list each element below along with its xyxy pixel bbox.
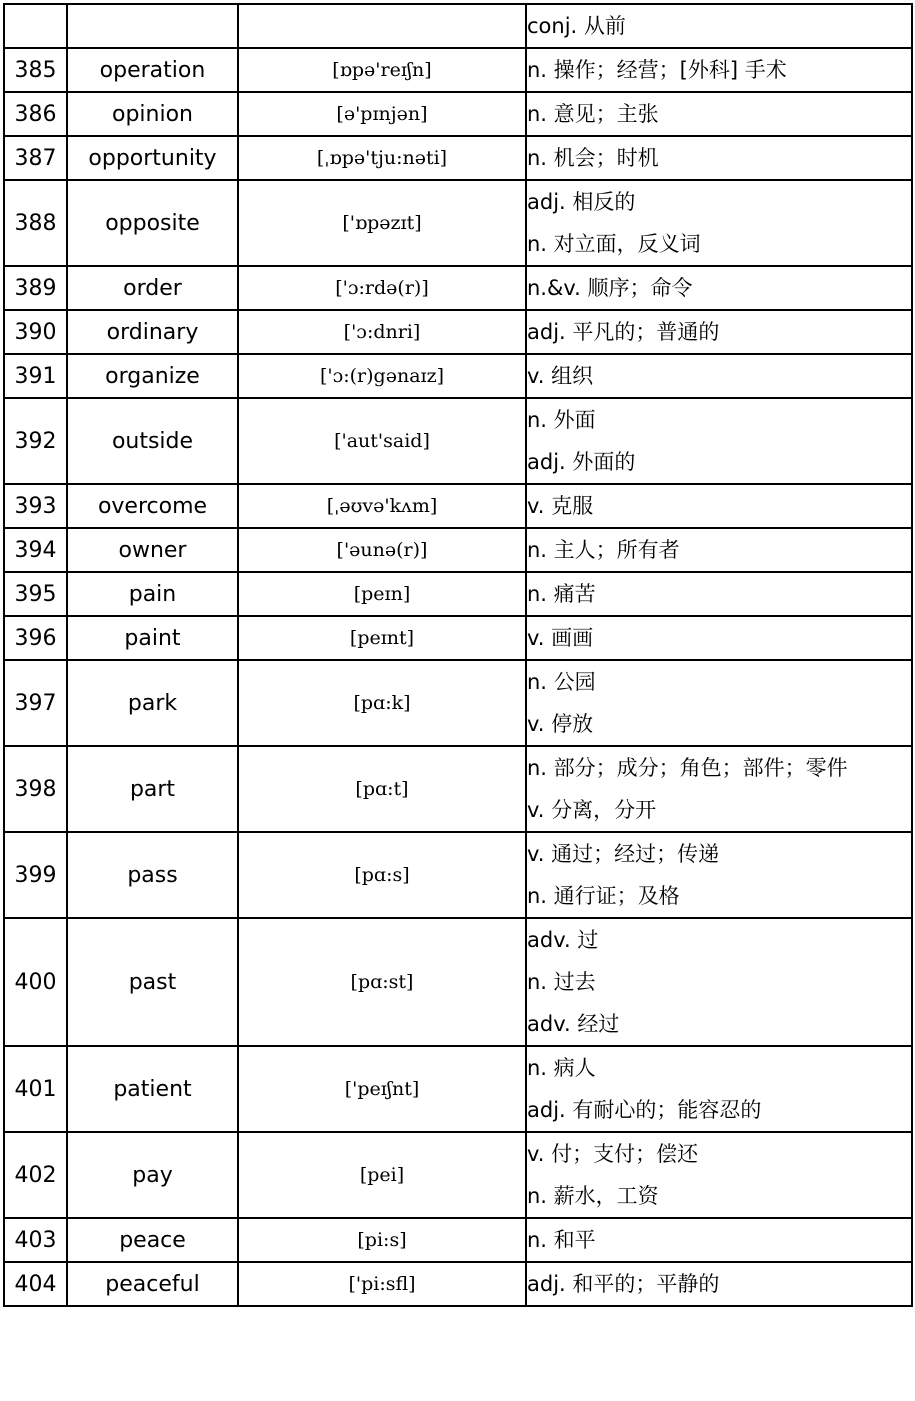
entry-phonetic: ['ɒpəzɪt] xyxy=(238,180,526,266)
definition-line: adj. 和平的；平静的 xyxy=(527,1272,720,1296)
entry-definitions xyxy=(526,310,912,354)
definition-line: v. 组织 xyxy=(527,364,594,388)
table-row xyxy=(4,528,912,572)
entry-word: part xyxy=(67,746,238,832)
table-row xyxy=(4,48,912,92)
table-row xyxy=(4,136,912,180)
entry-number: 386 xyxy=(4,92,67,136)
entry-number: 397 xyxy=(4,660,67,746)
entry-number: 391 xyxy=(4,354,67,398)
entry-phonetic: ['ɔ:dnri] xyxy=(238,310,526,354)
table-row xyxy=(4,310,912,354)
entry-word: past xyxy=(67,918,238,1046)
definition-line: adj. 有耐心的；能容忍的 xyxy=(527,1098,762,1122)
entry-definitions xyxy=(526,48,912,92)
entry-word: owner xyxy=(67,528,238,572)
entry-number: 390 xyxy=(4,310,67,354)
table-row xyxy=(4,832,912,918)
entry-phonetic: [ɒpə'reɪʃn] xyxy=(238,48,526,92)
vocabulary-table xyxy=(3,3,913,1307)
entry-definitions xyxy=(526,4,912,48)
entry-number: 387 xyxy=(4,136,67,180)
definition-line: adj. 相反的 xyxy=(527,190,636,214)
entry-phonetic: ['peɪʃnt] xyxy=(238,1046,526,1132)
entry-word: opinion xyxy=(67,92,238,136)
definition-line: n. 操作；经营；[外科] 手术 xyxy=(527,58,787,82)
entry-phonetic: [pɑ:k] xyxy=(238,660,526,746)
entry-definitions xyxy=(526,1132,912,1218)
entry-number: 393 xyxy=(4,484,67,528)
table-row xyxy=(4,1262,912,1306)
entry-definitions xyxy=(526,616,912,660)
entry-word: opportunity xyxy=(67,136,238,180)
definition-line: adv. 过 xyxy=(527,928,599,952)
entry-word: outside xyxy=(67,398,238,484)
definition-line: n. 和平 xyxy=(527,1228,596,1252)
entry-word: peaceful xyxy=(67,1262,238,1306)
entry-phonetic: [pi:s] xyxy=(238,1218,526,1262)
table-row xyxy=(4,918,912,1046)
table-row xyxy=(4,92,912,136)
entry-definitions xyxy=(526,1046,912,1132)
entry-number: 394 xyxy=(4,528,67,572)
entry-word: pay xyxy=(67,1132,238,1218)
entry-definitions xyxy=(526,1218,912,1262)
entry-definitions xyxy=(526,528,912,572)
entry-number: 404 xyxy=(4,1262,67,1306)
definition-line: adj. 外面的 xyxy=(527,450,636,474)
entry-phonetic: [ə'pɪnjən] xyxy=(238,92,526,136)
entry-definitions xyxy=(526,572,912,616)
entry-phonetic: [pei] xyxy=(238,1132,526,1218)
entry-phonetic: ['əunə(r)] xyxy=(238,528,526,572)
definition-line: n.&v. 顺序；命令 xyxy=(527,276,693,300)
entry-word: overcome xyxy=(67,484,238,528)
table-row xyxy=(4,4,912,48)
entry-phonetic: [pɑ:s] xyxy=(238,832,526,918)
definition-line: conj. 从前 xyxy=(527,14,626,38)
entry-phonetic: [peɪn] xyxy=(238,572,526,616)
entry-definitions xyxy=(526,354,912,398)
entry-phonetic: [ˌəʊvə'kʌm] xyxy=(238,484,526,528)
table-row xyxy=(4,266,912,310)
entry-word: pain xyxy=(67,572,238,616)
entry-number: 402 xyxy=(4,1132,67,1218)
table-row xyxy=(4,398,912,484)
entry-number: 398 xyxy=(4,746,67,832)
definition-line: adj. 平凡的；普通的 xyxy=(527,320,720,344)
entry-word xyxy=(67,4,238,48)
definition-line: adv. 经过 xyxy=(527,1012,620,1036)
entry-word: order xyxy=(67,266,238,310)
entry-definitions xyxy=(526,918,912,1046)
definition-line: n. 意见；主张 xyxy=(527,102,659,126)
table-row xyxy=(4,746,912,832)
table-row xyxy=(4,180,912,266)
entry-phonetic: [pɑ:t] xyxy=(238,746,526,832)
definition-line: n. 部分；成分；角色；部件；零件 xyxy=(527,756,848,780)
entry-definitions xyxy=(526,1262,912,1306)
entry-number: 401 xyxy=(4,1046,67,1132)
entry-phonetic: [peɪnt] xyxy=(238,616,526,660)
entry-number: 388 xyxy=(4,180,67,266)
definition-line: v. 画画 xyxy=(527,626,594,650)
table-row xyxy=(4,1218,912,1262)
entry-phonetic: [ˌɒpə'tju:nəti] xyxy=(238,136,526,180)
entry-phonetic: ['ɔ:(r)gənaɪz] xyxy=(238,354,526,398)
entry-number: 385 xyxy=(4,48,67,92)
definition-line: v. 停放 xyxy=(527,712,594,736)
entry-number: 403 xyxy=(4,1218,67,1262)
entry-definitions xyxy=(526,746,912,832)
definition-line: v. 付；支付；偿还 xyxy=(527,1142,699,1166)
definition-line: v. 分离，分开 xyxy=(527,798,657,822)
entry-phonetic: ['pi:sfl] xyxy=(238,1262,526,1306)
entry-word: ordinary xyxy=(67,310,238,354)
entry-number: 399 xyxy=(4,832,67,918)
entry-word: pass xyxy=(67,832,238,918)
definition-line: n. 外面 xyxy=(527,408,596,432)
entry-word: opposite xyxy=(67,180,238,266)
entry-number: 392 xyxy=(4,398,67,484)
entry-word: organize xyxy=(67,354,238,398)
entry-word: operation xyxy=(67,48,238,92)
entry-definitions xyxy=(526,180,912,266)
table-row xyxy=(4,1132,912,1218)
entry-word: paint xyxy=(67,616,238,660)
definition-line: n. 主人；所有者 xyxy=(527,538,680,562)
definition-line: n. 通行证；及格 xyxy=(527,884,680,908)
entry-definitions xyxy=(526,92,912,136)
table-row xyxy=(4,572,912,616)
entry-word: park xyxy=(67,660,238,746)
definition-line: v. 通过；经过；传递 xyxy=(527,842,720,866)
table-row xyxy=(4,660,912,746)
entry-number xyxy=(4,4,67,48)
definition-line: n. 痛苦 xyxy=(527,582,596,606)
entry-phonetic: ['ɔ:rdə(r)] xyxy=(238,266,526,310)
entry-definitions xyxy=(526,136,912,180)
entry-word: peace xyxy=(67,1218,238,1262)
vocabulary-table-body xyxy=(4,4,912,1306)
table-row xyxy=(4,484,912,528)
entry-definitions xyxy=(526,484,912,528)
definition-line: n. 机会；时机 xyxy=(527,146,659,170)
entry-number: 395 xyxy=(4,572,67,616)
definition-line: n. 过去 xyxy=(527,970,596,994)
entry-definitions xyxy=(526,660,912,746)
table-row xyxy=(4,1046,912,1132)
definition-line: n. 病人 xyxy=(527,1056,596,1080)
entry-phonetic: ['aut'said] xyxy=(238,398,526,484)
entry-number: 400 xyxy=(4,918,67,1046)
definition-line: v. 克服 xyxy=(527,494,594,518)
entry-definitions xyxy=(526,398,912,484)
definition-line: n. 对立面，反义词 xyxy=(527,232,701,256)
entry-number: 396 xyxy=(4,616,67,660)
table-row xyxy=(4,354,912,398)
definition-line: n. 公园 xyxy=(527,670,596,694)
entry-definitions xyxy=(526,266,912,310)
definition-line: n. 薪水，工资 xyxy=(527,1184,659,1208)
entry-phonetic xyxy=(238,4,526,48)
entry-definitions xyxy=(526,832,912,918)
entry-number: 389 xyxy=(4,266,67,310)
table-row xyxy=(4,616,912,660)
entry-word: patient xyxy=(67,1046,238,1132)
entry-phonetic: [pɑ:st] xyxy=(238,918,526,1046)
